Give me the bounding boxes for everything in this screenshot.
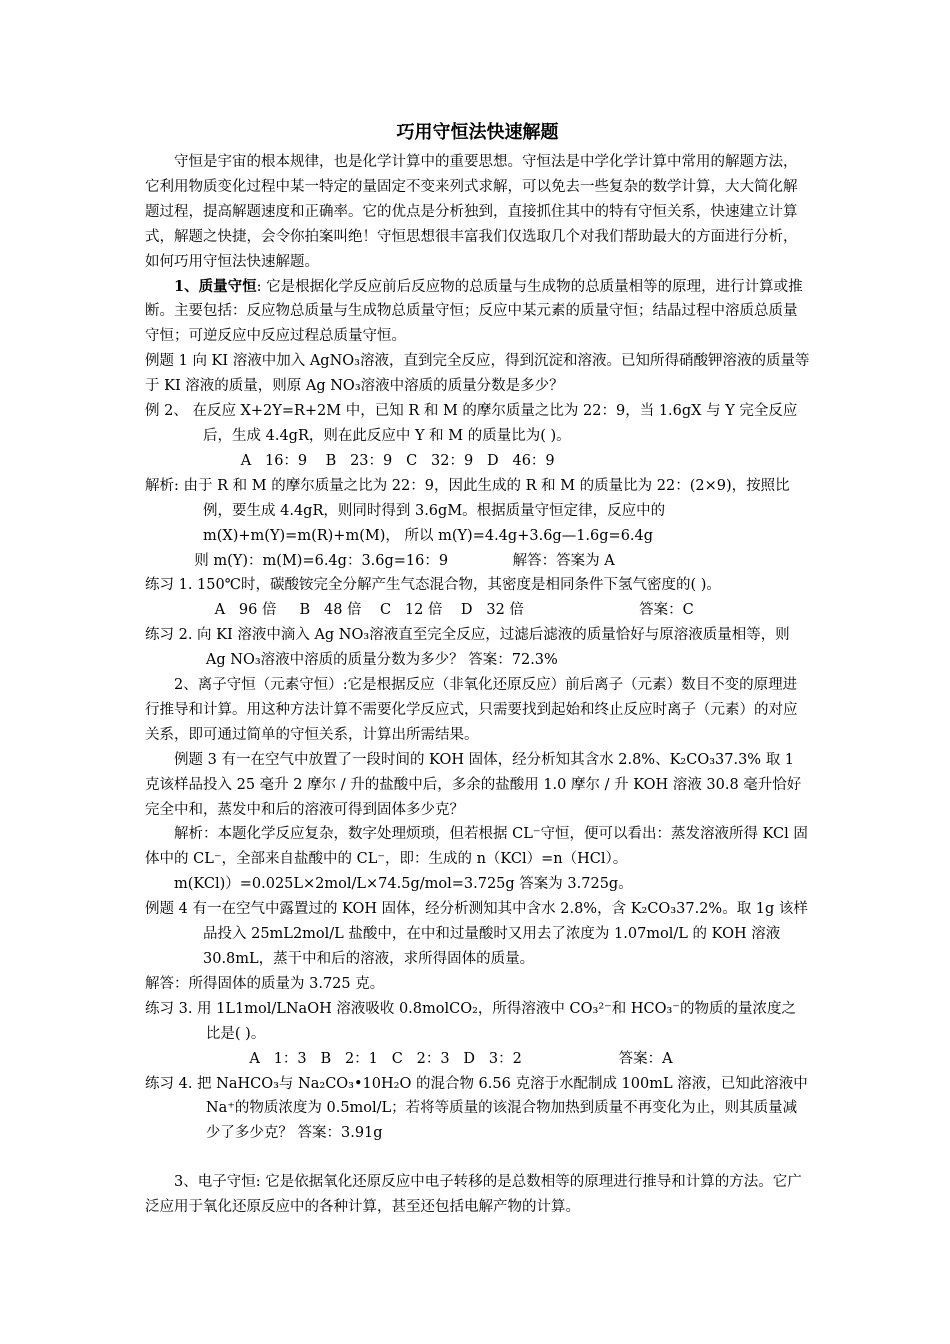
- example-2: 例 2、 在反应 X+2Y=R+2M 中，已知 R 和 M 的摩尔质量之比为 22：9，当 1.6gX 与 Y 完全反应后，生成 4.4gR，则在此反应中 Y 和 M 的质量比为( )。: [145, 403, 798, 444]
- section-ion-conservation: 2、离子守恒（元素守恒）:它是根据反应（非氧化还原反应）前后离子（元素）数目不变的原理进行推导和计算。用这种方法计算不需要化学反应式，只需要找到起始和终止反应时离子（元素）的对应关系，即可通过简单的守恒关系，计算出所需结果。: [145, 677, 798, 743]
- document-title: 巧用守恒法快速解题: [396, 122, 559, 143]
- section-1-heading: 1、质量守恒: [174, 277, 257, 295]
- example-1: 例题 1 向 KI 溶液中加入 AgNO₃溶液，直到完全反应，得到沉淀和溶液。已知所得硝酸钾溶液的质量等于 KI 溶液的质量，则原 Ag NO₃溶液中溶质的质量分数是多少？: [145, 353, 810, 395]
- practice-2: 练习 2. 向 KI 溶液中滴入 Ag NO₃溶液直至完全反应，过滤后滤液的质量恰好与原溶液质量相等，则 Ag NO₃溶液中溶质的质量分数为多少？ 答案：72.3%: [145, 627, 790, 669]
- example-3-solution: 解析：本题化学反应复杂，数字处理烦琐，但若根据 CL⁻守恒，便可以看出：蒸发溶液所得 KCl 固体中的 CL⁻，全部来自盐酸中的 CL⁻，即：生成的 n（KCl）=n（HCl）。: [145, 826, 808, 868]
- practice-3-options: A 1：3 B 2：1 C 2：3 D 3：2 答案：A: [249, 1050, 673, 1067]
- practice-4: 练习 4. 把 NaHCO₃与 Na₂CO₃•10H₂O 的混合物 6.56 克溶于水配制成 100mL 溶液，已知此溶液中 Na⁺的物质浓度为 0.5mol/L；若将等质量的该混合物加热到质量不再变化为止，则其质量减少了多少克？ 答案：3.91g: [145, 1075, 808, 1142]
- section-1-text: : 它是根据化学反应前后反应物的总质量与生成物的总质量相等的原理，进行计算或推断。主要包括：反应物总质量与生成物总质量守恒；反应中某元素的质量守恒；结晶过程中溶质总质量守恒；可逆反应中反应过程总质量守恒。: [145, 278, 803, 345]
- example-2-answer: 则 m(Y)：m(M)=6.4g：3.6g=16：9 解答：答案为 A: [194, 552, 615, 569]
- example-4: 例题 4 有一在空气中露置过的 KOH 固体，经分析测知其中含水 2.8%，含 K₂CO₃37.2%。取 1g 该样品投入 25mL2mol/L 盐酸中，在中和过量酸时又用去了浓度为 1.07mol/L 的 KOH 溶液 30.8mL，蒸干中和后的溶液，求所得固体的质量。: [145, 901, 808, 967]
- section-electron-conservation: 3、电子守恒: 它是依据氧化还原反应中电子转移的是总数相等的原理进行推导和计算的方法。它广泛应用于氧化还原反应中的各种计算，甚至还包括电解产物的计算。: [145, 1174, 802, 1216]
- practice-1: 练习 1. 150℃时，碳酸铵完全分解产生气态混合物，其密度是相同条件下氢气密度的( )。: [145, 577, 721, 594]
- example-2-solution: 解析: 由于 R 和 M 的摩尔质量之比为 22：9，因此生成的 R 和 M 的质量比为 22：(2×9)，按照比例，要生成 4.4gR，则同时得到 3.6gM。根据质量守恒定律，反应中的 m(X)+m(Y)=m(R)+m(M)， 所以 m(Y)=4.4g+3.6g—1.6g=6.4g: [145, 477, 790, 544]
- practice-3: 练习 3. 用 1L1mol/LNaOH 溶液吸收 0.8molCO₂，所得溶液中 CO₃²⁻和 HCO₃⁻的物质的量浓度之比是( )。: [145, 1000, 796, 1042]
- example-2-options: A 16：9 B 23：9 C 32：9 D 46：9: [240, 452, 555, 469]
- example-3: 例题 3 有一在空气中放置了一段时间的 KOH 固体，经分析知其含水 2.8%、K₂CO₃37.3% 取 1 克该样品投入 25 毫升 2 摩尔 / 升的盐酸中后，多余的盐酸用 1.0 摩尔 / 升 KOH 溶液 30.8 毫升恰好完全中和，蒸发中和后的溶液可得到固体多少克？: [145, 751, 802, 818]
- intro-paragraph: 守恒是宇宙的根本规律，也是化学计算中的重要思想。守恒法是中学化学计算中常用的解题方法，它利用物质变化过程中某一特定的量固定不变来列式求解，可以免去一些复杂的数学计算，大大简化解题过程，提高解题速度和正确率。它的优点是分析独到，直接抓住其中的特有守恒关系，快速建立计算式，解题之快捷，会令你拍案叫绝！守恒思想很丰富我们仅选取几个对我们帮助最大的方面进行分析，如何巧用守恒法快速解题。: [145, 154, 798, 270]
- section-mass-conservation: [145, 275, 810, 350]
- example-4-answer: 解答：所得固体的质量为 3.725 克。: [145, 975, 385, 992]
- example-3-calculation: m(KCl)）=0.025L×2mol/L×74.5g/mol=3.725g 答案为 3.725g。: [174, 876, 633, 893]
- practice-1-options: A 96 倍 B 48 倍 C 12 倍 D 32 倍 答案：C: [214, 602, 694, 619]
- document-page: [145, 118, 810, 1220]
- spacer: [145, 1146, 810, 1170]
